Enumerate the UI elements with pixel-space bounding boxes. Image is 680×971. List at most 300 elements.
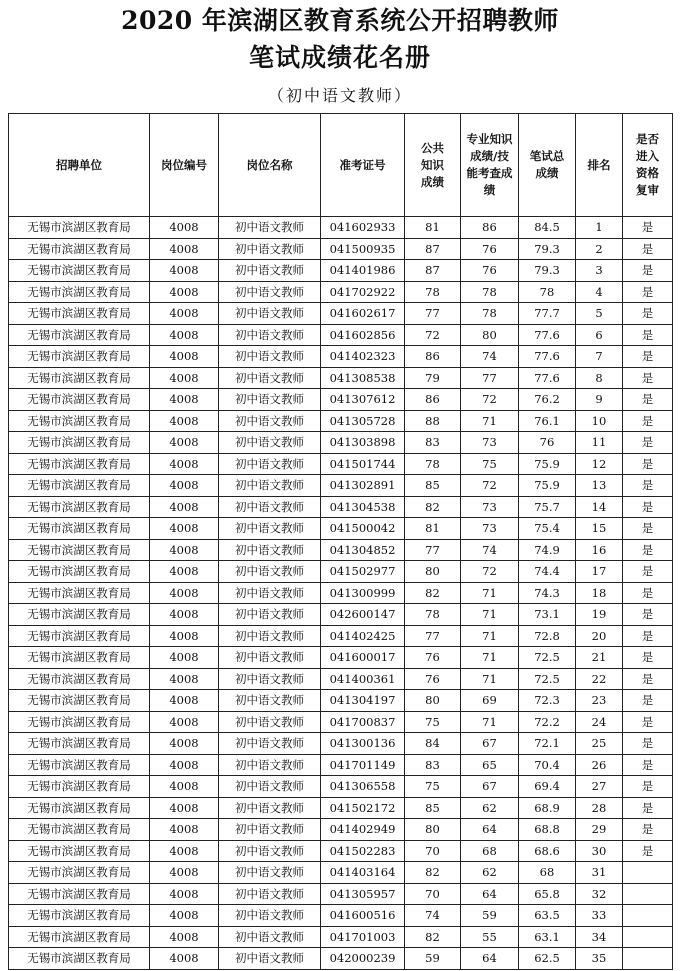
cell-pro-score: 71	[461, 410, 519, 432]
cell-pro-score: 64	[461, 948, 519, 970]
cell-public-score: 70	[405, 883, 461, 905]
cell-pro-score: 67	[461, 776, 519, 798]
cell-total: 62.5	[519, 948, 576, 970]
cell-pro-score: 71	[461, 582, 519, 604]
cell-review	[623, 948, 673, 970]
cell-review: 是	[623, 217, 673, 239]
cell-review: 是	[623, 367, 673, 389]
cell-total: 75.9	[519, 453, 576, 475]
cell-ticket: 041300999	[321, 582, 405, 604]
cell-ticket: 041307612	[321, 389, 405, 411]
cell-review	[623, 883, 673, 905]
cell-rank: 3	[576, 260, 623, 282]
table-row	[9, 217, 673, 239]
cell-public-score: 85	[405, 797, 461, 819]
cell-total: 68.6	[519, 840, 576, 862]
cell-review: 是	[623, 733, 673, 755]
cell-unit: 无锡市滨湖区教育局	[9, 346, 150, 368]
cell-post-name: 初中语文教师	[219, 819, 321, 841]
cell-post-name: 初中语文教师	[219, 346, 321, 368]
cell-public-score: 81	[405, 518, 461, 540]
cell-ticket: 041501744	[321, 453, 405, 475]
cell-review: 是	[623, 518, 673, 540]
table-row	[9, 948, 673, 970]
table-row	[9, 690, 673, 712]
cell-ticket: 041701003	[321, 926, 405, 948]
cell-public-score: 78	[405, 604, 461, 626]
cell-review: 是	[623, 389, 673, 411]
cell-post-name: 初中语文教师	[219, 453, 321, 475]
cell-unit: 无锡市滨湖区教育局	[9, 905, 150, 927]
cell-review: 是	[623, 840, 673, 862]
cell-post-name: 初中语文教师	[219, 475, 321, 497]
cell-public-score: 77	[405, 625, 461, 647]
cell-ticket: 041701149	[321, 754, 405, 776]
cell-public-score: 84	[405, 733, 461, 755]
cell-total: 75.9	[519, 475, 576, 497]
cell-post-name: 初中语文教师	[219, 926, 321, 948]
table-row	[9, 432, 673, 454]
cell-total: 76.2	[519, 389, 576, 411]
table-row	[9, 389, 673, 411]
cell-pro-score: 73	[461, 518, 519, 540]
cell-ticket: 041602933	[321, 217, 405, 239]
table-row	[9, 733, 673, 755]
col-header-post-code: 岗位编号	[150, 114, 219, 217]
cell-public-score: 80	[405, 819, 461, 841]
cell-review: 是	[623, 561, 673, 583]
cell-public-score: 76	[405, 647, 461, 669]
cell-rank: 23	[576, 690, 623, 712]
cell-rank: 19	[576, 604, 623, 626]
table-row	[9, 647, 673, 669]
cell-ticket: 041302891	[321, 475, 405, 497]
cell-public-score: 82	[405, 926, 461, 948]
cell-post-name: 初中语文教师	[219, 668, 321, 690]
cell-pro-score: 74	[461, 539, 519, 561]
col-header-ticket: 准考证号	[321, 114, 405, 217]
cell-public-score: 88	[405, 410, 461, 432]
cell-rank: 12	[576, 453, 623, 475]
cell-total: 84.5	[519, 217, 576, 239]
table-row	[9, 346, 673, 368]
cell-post-name: 初中语文教师	[219, 776, 321, 798]
cell-total: 74.9	[519, 539, 576, 561]
cell-ticket: 041304538	[321, 496, 405, 518]
cell-pro-score: 72	[461, 475, 519, 497]
cell-total: 65.8	[519, 883, 576, 905]
cell-unit: 无锡市滨湖区教育局	[9, 303, 150, 325]
cell-rank: 14	[576, 496, 623, 518]
table-row	[9, 711, 673, 733]
cell-ticket: 041600516	[321, 905, 405, 927]
cell-post-code: 4008	[150, 733, 219, 755]
cell-pro-score: 71	[461, 668, 519, 690]
table-row	[9, 883, 673, 905]
cell-post-code: 4008	[150, 367, 219, 389]
table-row	[9, 926, 673, 948]
cell-total: 74.3	[519, 582, 576, 604]
cell-post-name: 初中语文教师	[219, 797, 321, 819]
cell-post-name: 初中语文教师	[219, 582, 321, 604]
cell-post-name: 初中语文教师	[219, 840, 321, 862]
cell-post-code: 4008	[150, 668, 219, 690]
cell-post-code: 4008	[150, 840, 219, 862]
cell-ticket: 041400361	[321, 668, 405, 690]
cell-unit: 无锡市滨湖区教育局	[9, 840, 150, 862]
cell-rank: 34	[576, 926, 623, 948]
cell-post-code: 4008	[150, 862, 219, 884]
cell-post-name: 初中语文教师	[219, 367, 321, 389]
cell-public-score: 87	[405, 238, 461, 260]
cell-post-name: 初中语文教师	[219, 324, 321, 346]
cell-unit: 无锡市滨湖区教育局	[9, 797, 150, 819]
cell-pro-score: 73	[461, 496, 519, 518]
cell-total: 77.7	[519, 303, 576, 325]
cell-review: 是	[623, 647, 673, 669]
cell-review	[623, 926, 673, 948]
table-row	[9, 539, 673, 561]
cell-pro-score: 64	[461, 883, 519, 905]
cell-unit: 无锡市滨湖区教育局	[9, 367, 150, 389]
table-row	[9, 840, 673, 862]
cell-ticket: 041300136	[321, 733, 405, 755]
cell-post-name: 初中语文教师	[219, 389, 321, 411]
cell-ticket: 041602856	[321, 324, 405, 346]
cell-unit: 无锡市滨湖区教育局	[9, 862, 150, 884]
cell-unit: 无锡市滨湖区教育局	[9, 819, 150, 841]
cell-post-name: 初中语文教师	[219, 238, 321, 260]
cell-public-score: 87	[405, 260, 461, 282]
cell-rank: 11	[576, 432, 623, 454]
cell-post-name: 初中语文教师	[219, 561, 321, 583]
cell-rank: 1	[576, 217, 623, 239]
cell-post-name: 初中语文教师	[219, 905, 321, 927]
col-header-unit: 招聘单位	[9, 114, 150, 217]
cell-total: 72.2	[519, 711, 576, 733]
cell-post-code: 4008	[150, 905, 219, 927]
cell-total: 73.1	[519, 604, 576, 626]
cell-rank: 28	[576, 797, 623, 819]
table-row	[9, 754, 673, 776]
cell-pro-score: 71	[461, 647, 519, 669]
cell-post-code: 4008	[150, 604, 219, 626]
cell-post-code: 4008	[150, 453, 219, 475]
cell-total: 79.3	[519, 260, 576, 282]
cell-unit: 无锡市滨湖区教育局	[9, 539, 150, 561]
cell-rank: 21	[576, 647, 623, 669]
table-row	[9, 518, 673, 540]
cell-unit: 无锡市滨湖区教育局	[9, 668, 150, 690]
cell-review: 是	[623, 582, 673, 604]
col-header-review: 是否进入资格复审	[623, 114, 673, 217]
cell-review: 是	[623, 410, 673, 432]
cell-total: 72.1	[519, 733, 576, 755]
cell-pro-score: 72	[461, 389, 519, 411]
table-row	[9, 496, 673, 518]
cell-post-code: 4008	[150, 539, 219, 561]
cell-review: 是	[623, 690, 673, 712]
cell-post-name: 初中语文教师	[219, 733, 321, 755]
cell-review	[623, 905, 673, 927]
cell-post-name: 初中语文教师	[219, 281, 321, 303]
cell-public-score: 72	[405, 324, 461, 346]
table-row	[9, 561, 673, 583]
cell-total: 76	[519, 432, 576, 454]
cell-post-code: 4008	[150, 432, 219, 454]
cell-rank: 27	[576, 776, 623, 798]
cell-review: 是	[623, 819, 673, 841]
cell-ticket: 041700837	[321, 711, 405, 733]
cell-public-score: 82	[405, 582, 461, 604]
cell-rank: 35	[576, 948, 623, 970]
cell-pro-score: 72	[461, 561, 519, 583]
cell-ticket: 041305728	[321, 410, 405, 432]
cell-post-name: 初中语文教师	[219, 754, 321, 776]
cell-total: 72.5	[519, 647, 576, 669]
cell-pro-score: 78	[461, 281, 519, 303]
cell-review: 是	[623, 475, 673, 497]
cell-public-score: 86	[405, 346, 461, 368]
cell-unit: 无锡市滨湖区教育局	[9, 453, 150, 475]
cell-post-name: 初中语文教师	[219, 711, 321, 733]
table-row	[9, 475, 673, 497]
cell-ticket: 041602617	[321, 303, 405, 325]
document-title: 2020 年滨湖区教育系统公开招聘教师	[121, 6, 559, 35]
cell-unit: 无锡市滨湖区教育局	[9, 432, 150, 454]
cell-rank: 10	[576, 410, 623, 432]
cell-rank: 2	[576, 238, 623, 260]
document-subtitle: 笔试成绩花名册	[248, 43, 431, 72]
cell-pro-score: 78	[461, 303, 519, 325]
cell-rank: 17	[576, 561, 623, 583]
cell-post-name: 初中语文教师	[219, 604, 321, 626]
cell-pro-score: 69	[461, 690, 519, 712]
cell-ticket: 041502172	[321, 797, 405, 819]
cell-ticket: 041600017	[321, 647, 405, 669]
cell-post-code: 4008	[150, 410, 219, 432]
cell-total: 74.4	[519, 561, 576, 583]
cell-ticket: 042600147	[321, 604, 405, 626]
cell-total: 75.7	[519, 496, 576, 518]
col-header-public-score: 公共知识成绩	[405, 114, 461, 217]
cell-ticket: 041702922	[321, 281, 405, 303]
cell-review: 是	[623, 281, 673, 303]
cell-public-score: 74	[405, 905, 461, 927]
table-row	[9, 238, 673, 260]
cell-rank: 8	[576, 367, 623, 389]
cell-post-code: 4008	[150, 948, 219, 970]
cell-rank: 13	[576, 475, 623, 497]
cell-post-code: 4008	[150, 496, 219, 518]
cell-post-code: 4008	[150, 819, 219, 841]
cell-public-score: 77	[405, 539, 461, 561]
cell-total: 76.1	[519, 410, 576, 432]
cell-review: 是	[623, 711, 673, 733]
cell-unit: 无锡市滨湖区教育局	[9, 625, 150, 647]
cell-review: 是	[623, 432, 673, 454]
cell-unit: 无锡市滨湖区教育局	[9, 948, 150, 970]
cell-post-code: 4008	[150, 281, 219, 303]
cell-review: 是	[623, 496, 673, 518]
cell-ticket: 041308538	[321, 367, 405, 389]
cell-total: 63.1	[519, 926, 576, 948]
cell-total: 72.8	[519, 625, 576, 647]
cell-ticket: 041402949	[321, 819, 405, 841]
cell-post-code: 4008	[150, 324, 219, 346]
cell-review: 是	[623, 238, 673, 260]
cell-post-name: 初中语文教师	[219, 410, 321, 432]
cell-unit: 无锡市滨湖区教育局	[9, 260, 150, 282]
table-row	[9, 797, 673, 819]
cell-ticket: 041304197	[321, 690, 405, 712]
cell-public-score: 80	[405, 690, 461, 712]
cell-pro-score: 64	[461, 819, 519, 841]
cell-review: 是	[623, 797, 673, 819]
col-header-total: 笔试总成绩	[519, 114, 576, 217]
col-header-rank: 排名	[576, 114, 623, 217]
cell-post-code: 4008	[150, 561, 219, 583]
cell-unit: 无锡市滨湖区教育局	[9, 647, 150, 669]
cell-ticket: 041303898	[321, 432, 405, 454]
cell-total: 70.4	[519, 754, 576, 776]
cell-total: 68.8	[519, 819, 576, 841]
cell-pro-score: 75	[461, 453, 519, 475]
cell-pro-score: 71	[461, 625, 519, 647]
cell-unit: 无锡市滨湖区教育局	[9, 690, 150, 712]
cell-post-code: 4008	[150, 690, 219, 712]
cell-unit: 无锡市滨湖区教育局	[9, 926, 150, 948]
cell-pro-score: 59	[461, 905, 519, 927]
cell-post-code: 4008	[150, 582, 219, 604]
cell-ticket: 041401986	[321, 260, 405, 282]
cell-review: 是	[623, 754, 673, 776]
cell-rank: 33	[576, 905, 623, 927]
cell-unit: 无锡市滨湖区教育局	[9, 883, 150, 905]
cell-post-name: 初中语文教师	[219, 518, 321, 540]
cell-public-score: 86	[405, 389, 461, 411]
table-row	[9, 324, 673, 346]
cell-post-name: 初中语文教师	[219, 260, 321, 282]
cell-total: 79.3	[519, 238, 576, 260]
cell-ticket: 041500042	[321, 518, 405, 540]
cell-total: 78	[519, 281, 576, 303]
cell-pro-score: 77	[461, 367, 519, 389]
cell-public-score: 70	[405, 840, 461, 862]
cell-post-code: 4008	[150, 647, 219, 669]
cell-unit: 无锡市滨湖区教育局	[9, 238, 150, 260]
cell-rank: 18	[576, 582, 623, 604]
cell-unit: 无锡市滨湖区教育局	[9, 518, 150, 540]
cell-review: 是	[623, 324, 673, 346]
cell-public-score: 82	[405, 496, 461, 518]
table-row	[9, 776, 673, 798]
cell-review: 是	[623, 453, 673, 475]
cell-post-name: 初中语文教师	[219, 690, 321, 712]
cell-rank: 32	[576, 883, 623, 905]
cell-unit: 无锡市滨湖区教育局	[9, 324, 150, 346]
cell-post-code: 4008	[150, 475, 219, 497]
cell-rank: 22	[576, 668, 623, 690]
table-row	[9, 582, 673, 604]
cell-review: 是	[623, 260, 673, 282]
cell-pro-score: 73	[461, 432, 519, 454]
cell-pro-score: 86	[461, 217, 519, 239]
cell-rank: 15	[576, 518, 623, 540]
cell-unit: 无锡市滨湖区教育局	[9, 217, 150, 239]
cell-rank: 16	[576, 539, 623, 561]
cell-review: 是	[623, 346, 673, 368]
table-row	[9, 862, 673, 884]
cell-review: 是	[623, 303, 673, 325]
cell-unit: 无锡市滨湖区教育局	[9, 561, 150, 583]
cell-rank: 20	[576, 625, 623, 647]
cell-unit: 无锡市滨湖区教育局	[9, 410, 150, 432]
cell-post-name: 初中语文教师	[219, 539, 321, 561]
cell-pro-score: 76	[461, 238, 519, 260]
cell-public-score: 80	[405, 561, 461, 583]
cell-post-name: 初中语文教师	[219, 647, 321, 669]
cell-total: 69.4	[519, 776, 576, 798]
cell-post-code: 4008	[150, 518, 219, 540]
cell-unit: 无锡市滨湖区教育局	[9, 754, 150, 776]
cell-post-name: 初中语文教师	[219, 862, 321, 884]
cell-public-score: 76	[405, 668, 461, 690]
cell-total: 68	[519, 862, 576, 884]
table-row	[9, 453, 673, 475]
cell-ticket: 041402425	[321, 625, 405, 647]
cell-public-score: 78	[405, 453, 461, 475]
cell-post-code: 4008	[150, 346, 219, 368]
col-header-post-name: 岗位名称	[219, 114, 321, 217]
table-row	[9, 604, 673, 626]
cell-ticket: 041403164	[321, 862, 405, 884]
cell-rank: 31	[576, 862, 623, 884]
cell-review: 是	[623, 539, 673, 561]
cell-unit: 无锡市滨湖区教育局	[9, 733, 150, 755]
table-row	[9, 819, 673, 841]
cell-pro-score: 71	[461, 604, 519, 626]
cell-rank: 7	[576, 346, 623, 368]
cell-post-name: 初中语文教师	[219, 948, 321, 970]
table-row	[9, 905, 673, 927]
cell-ticket: 041304852	[321, 539, 405, 561]
table-row	[9, 303, 673, 325]
cell-post-code: 4008	[150, 754, 219, 776]
table-row	[9, 281, 673, 303]
cell-public-score: 75	[405, 776, 461, 798]
cell-ticket: 041502977	[321, 561, 405, 583]
cell-post-name: 初中语文教师	[219, 883, 321, 905]
cell-post-code: 4008	[150, 776, 219, 798]
table-row	[9, 410, 673, 432]
table-row	[9, 367, 673, 389]
cell-rank: 5	[576, 303, 623, 325]
cell-post-code: 4008	[150, 260, 219, 282]
cell-total: 77.6	[519, 346, 576, 368]
cell-rank: 9	[576, 389, 623, 411]
cell-public-score: 81	[405, 217, 461, 239]
cell-pro-score: 74	[461, 346, 519, 368]
table-header-row	[9, 114, 673, 217]
cell-review: 是	[623, 668, 673, 690]
cell-post-code: 4008	[150, 389, 219, 411]
table-row	[9, 260, 673, 282]
cell-review: 是	[623, 604, 673, 626]
cell-post-code: 4008	[150, 303, 219, 325]
cell-public-score: 78	[405, 281, 461, 303]
cell-rank: 24	[576, 711, 623, 733]
